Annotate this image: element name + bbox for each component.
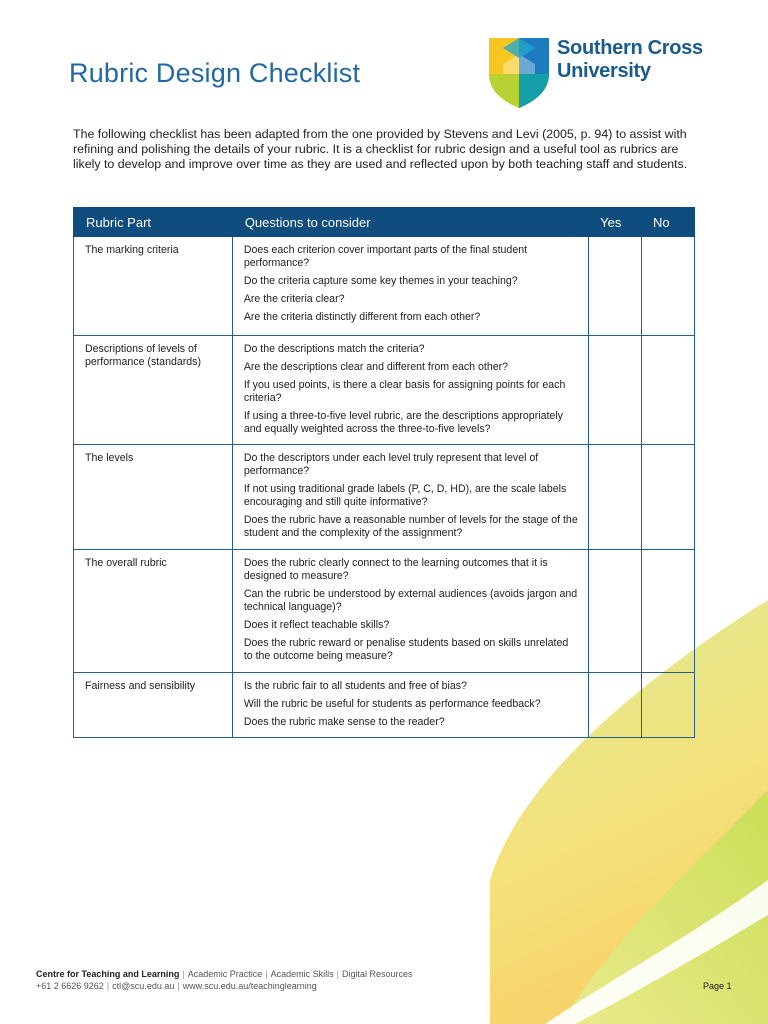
question-item: Do the descriptions match the criteria? [243, 343, 425, 355]
footer-org: Centre for Teaching and Learning [36, 969, 180, 979]
header-no: No [642, 208, 695, 237]
question-item: If you used points, is there a clear basis for assigning points for each criteria? [243, 379, 566, 404]
table-header-row [74, 208, 695, 237]
logo-text-line1: Southern Cross [557, 37, 703, 59]
header-questions: Questions to consider [232, 208, 588, 237]
question-item: Does it reflect teachable skills? [243, 619, 390, 631]
rubric-part-cell: The overall rubric [74, 550, 233, 673]
question-item: Does the rubric clearly connect to the learning outcomes that it is designed to measure? [243, 557, 548, 582]
footer-phone: +61 2 6626 9262 [36, 981, 104, 991]
question-item: Can the rubric be understood by external audiences (avoids jargon and technical language)? [243, 588, 578, 613]
question-item: If not using traditional grade labels (P, C, D, HD), are the scale labels encouraging and still quite informative? [243, 483, 567, 508]
questions-cell [232, 550, 588, 673]
no-checkbox-cell[interactable] [642, 445, 695, 550]
question-item: Does the rubric have a reasonable number of levels for the stage of the student and the complexity of the assignment? [243, 514, 578, 539]
questions-cell [232, 445, 588, 550]
footer-link-academic-skills[interactable]: Academic Skills [270, 969, 334, 979]
footer-link-digital-resources[interactable]: Digital Resources [341, 969, 413, 979]
yes-checkbox-cell[interactable] [589, 550, 642, 673]
question-item: Are the criteria clear? [243, 293, 345, 305]
rubric-part-cell: Descriptions of levels of performance (standards) [74, 336, 233, 445]
table-row [74, 550, 695, 673]
question-item: Is the rubric fair to all students and free of bias? [243, 680, 467, 692]
question-item: Does the rubric reward or penalise students based on skills unrelated to the outcome being measure? [243, 637, 569, 662]
footer-line2: +61 2 6626 9262 | ctl@scu.edu.au | www.scu.edu.au/teachinglearning [36, 981, 317, 991]
table-row [74, 445, 695, 550]
question-item: Will the rubric be useful for students as performance feedback? [243, 698, 541, 710]
no-checkbox-cell[interactable] [642, 550, 695, 673]
page-number: Page 1 [703, 981, 732, 991]
questions-cell [232, 336, 588, 445]
rubric-checklist-table [73, 207, 695, 738]
table-row [74, 336, 695, 445]
logo-text-line2: University [557, 60, 651, 82]
intro-paragraph: The following checklist has been adapted from the one provided by Stevens and Levi (2005, p. 94) to assist with refining and polishing the details of your rubric. It is a checklist for rubric design and a useful tool as rubrics are likely to develop and improve over time as they are used and reflected upon by both teaching staff and students. [73, 127, 688, 171]
question-item: Do the criteria capture some key themes in your teaching? [243, 275, 518, 287]
footer-web[interactable]: www.scu.edu.au/teachinglearning [182, 981, 317, 991]
no-checkbox-cell[interactable] [642, 237, 695, 336]
questions-cell [232, 673, 588, 738]
header-yes: Yes [589, 208, 642, 237]
question-item: Are the criteria distinctly different from each other? [243, 311, 481, 323]
header-rubric-part: Rubric Part [74, 208, 233, 237]
question-item: Are the descriptions clear and different from each other? [243, 361, 509, 373]
yes-checkbox-cell[interactable] [589, 237, 642, 336]
rubric-part-cell: The levels [74, 445, 233, 550]
question-item: Does the rubric make sense to the reader? [243, 716, 445, 728]
university-logo [487, 34, 747, 110]
rubric-part-cell: Fairness and sensibility [74, 673, 233, 738]
footer-link-academic-practice[interactable]: Academic Practice [187, 969, 263, 979]
question-item: Does each criterion cover important parts of the final student performance? [243, 244, 528, 269]
footer-line1: Centre for Teaching and Learning | Academic Practice | Academic Skills | Digital Resources [36, 969, 413, 979]
rubric-part-cell: The marking criteria [74, 237, 233, 336]
no-checkbox-cell[interactable] [642, 336, 695, 445]
question-item: If using a three-to-five level rubric, are the descriptions appropriately and equally weighted across the three-to-five levels? [243, 410, 563, 435]
yes-checkbox-cell[interactable] [589, 445, 642, 550]
shield-logo-icon [487, 34, 551, 108]
footer-email[interactable]: ctl@scu.edu.au [112, 981, 175, 991]
page-footer [36, 968, 412, 992]
page-title: Rubric Design Checklist [69, 58, 361, 88]
questions-cell [232, 237, 588, 336]
table-row [74, 237, 695, 336]
no-checkbox-cell[interactable] [642, 673, 695, 738]
question-item: Do the descriptors under each level truly represent that level of performance? [243, 452, 539, 477]
table-row [74, 673, 695, 738]
yes-checkbox-cell[interactable] [589, 673, 642, 738]
yes-checkbox-cell[interactable] [589, 336, 642, 445]
